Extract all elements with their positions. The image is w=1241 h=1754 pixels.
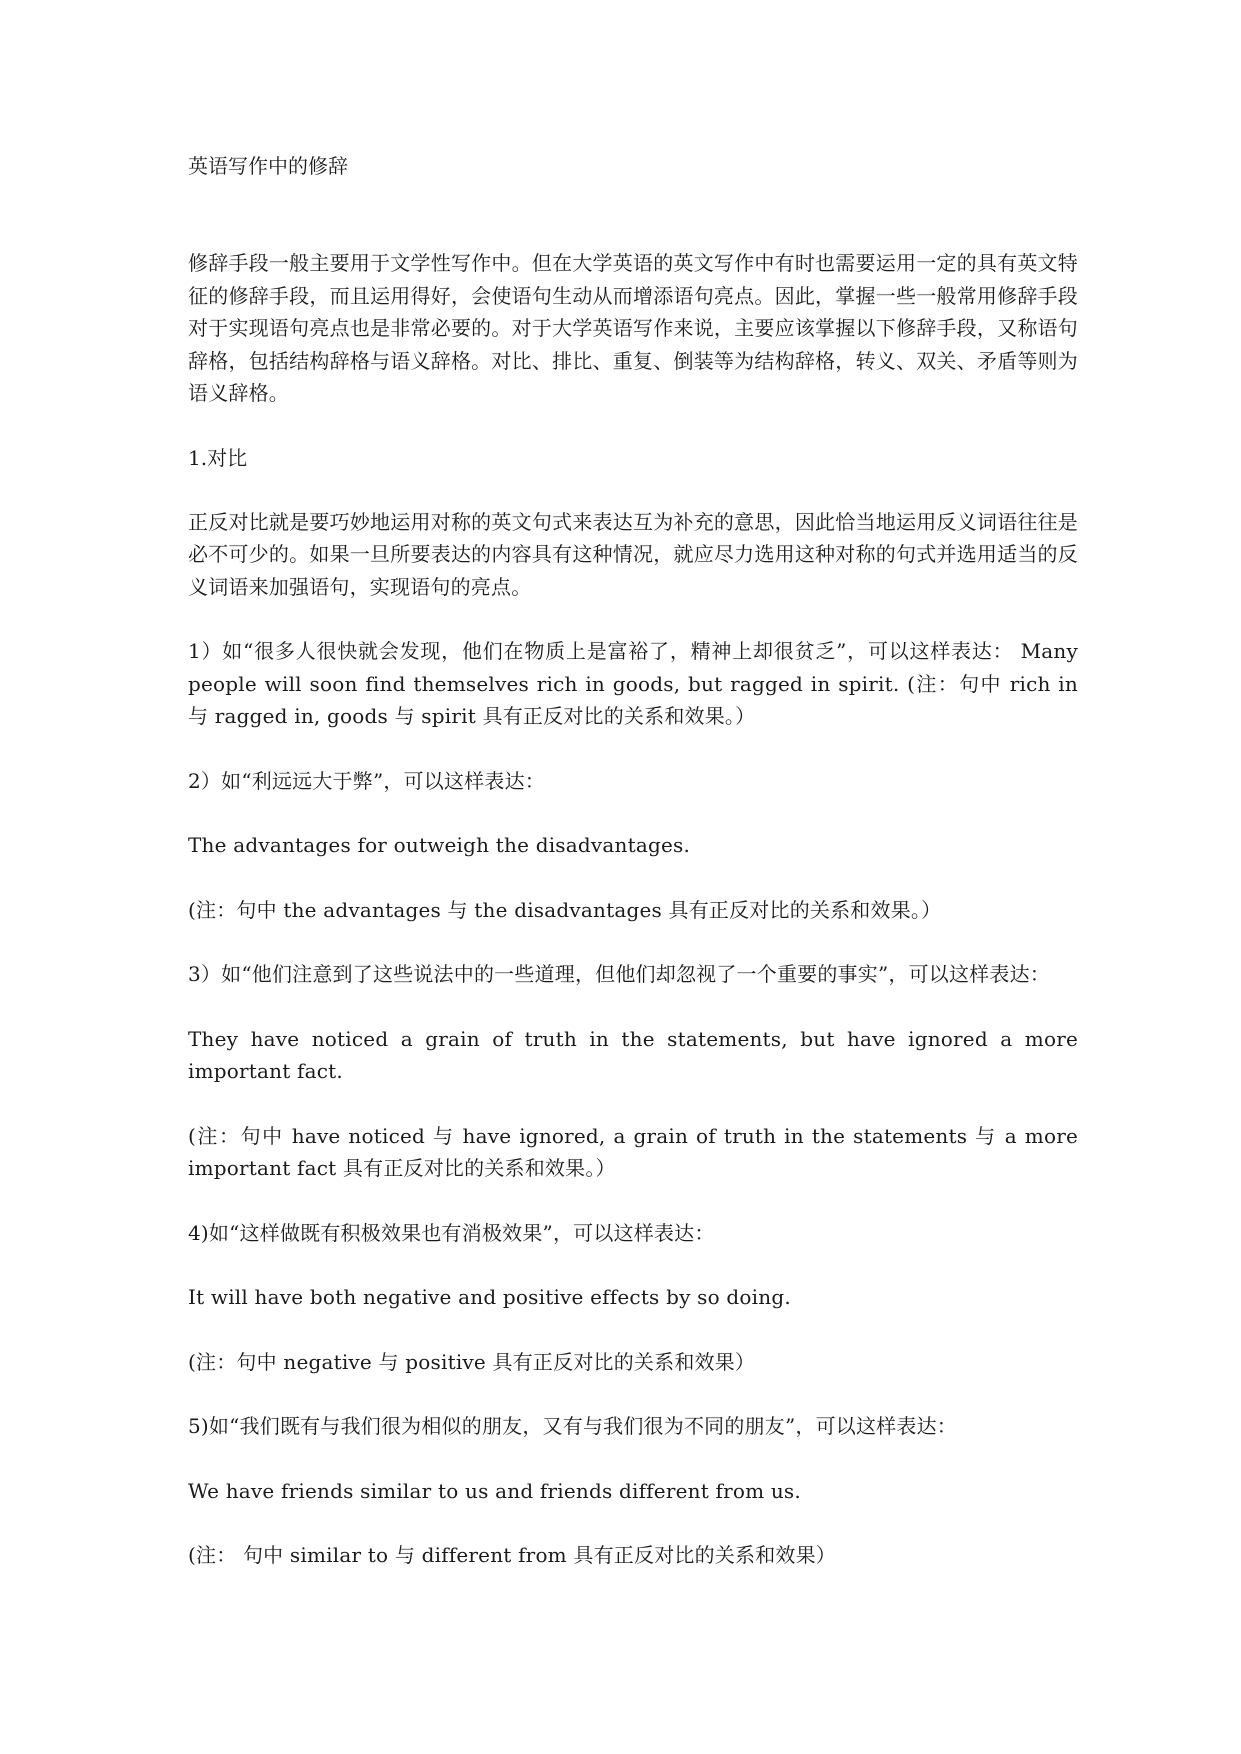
- example-paragraph: 5)如“我们既有与我们很为相似的朋友，又有与我们很为不同的朋友”，可以这样表达：: [188, 1414, 957, 1438]
- document-body: [188, 150, 1078, 1604]
- example-paragraph: It will have both negative and positive effects by so doing.: [188, 1285, 791, 1309]
- example-paragraph: (注：句中 negative 与 positive 具有正反对比的关系和效果）: [188, 1349, 756, 1374]
- example-paragraph: The advantages for outweigh the disadvantages.: [188, 833, 691, 857]
- example-paragraph: (注：句中 have noticed 与 have ignored, a grain of truth in the statements 与 a more important fact 具有正反对比的关系和效果。）: [188, 1123, 1078, 1180]
- example-paragraph: 3）如“他们注意到了这些说法中的一些道理，但他们却忽视了一个重要的事实”，可以这样表达：: [188, 962, 1050, 986]
- section-heading: 1.对比: [188, 445, 248, 470]
- example-paragraph: (注： 句中 similar to 与 different from 具有正反对比的关系和效果）: [188, 1543, 837, 1567]
- example-paragraph: We have friends similar to us and friends different from us.: [188, 1478, 801, 1503]
- example-paragraph: They have noticed a grain of truth in the statements, but have ignored a more important fact.: [188, 1026, 1078, 1083]
- section-intro-paragraph: 正反对比就是要巧妙地运用对称的英文句式来表达互为补充的意思，因此恰当地运用反义词语往往是必不可少的。如果一旦所要表达的内容具有这种情况，就应尽力选用这种对称的句式并选用适当的反义词语来加强语句，实现语句的亮点。: [188, 509, 1078, 599]
- example-paragraph: 1）如“很多人很快就会发现，他们在物质上是富裕了，精神上却很贫乏”，可以这样表达： Many people will soon find themselves rich in goods, but ragged in spirit. (注：句中 rich in 与 ragged in, goods 与 spirit 具有正反对比的关系和效果。）: [188, 639, 1078, 728]
- example-paragraph: 2）如“利远远大于弊”，可以这样表达：: [188, 768, 545, 793]
- document-title: 英语写作中的修辞: [188, 154, 348, 178]
- example-paragraph: (注：句中 the advantages 与 the disadvantages 具有正反对比的关系和效果。）: [188, 897, 942, 922]
- intro-paragraph: 修辞手段一般主要用于文学性写作中。但在大学英语的英文写作中有时也需要运用一定的具有英文特征的修辞手段，而且运用得好，会使语句生动从而增添语句亮点。因此，掌握一些一般常用修辞手段对于实现语句亮点也是非常必要的。对于大学英语写作来说，主要应该掌握以下修辞手段，又称语句辞格，包括结构辞格与语义辞格。对比、排比、重复、倒装等为结构辞格，转义、双关、矛盾等则为语义辞格。: [188, 251, 1078, 405]
- example-paragraph: 4)如“这样做既有积极效果也有消极效果”，可以这样表达：: [188, 1220, 715, 1245]
